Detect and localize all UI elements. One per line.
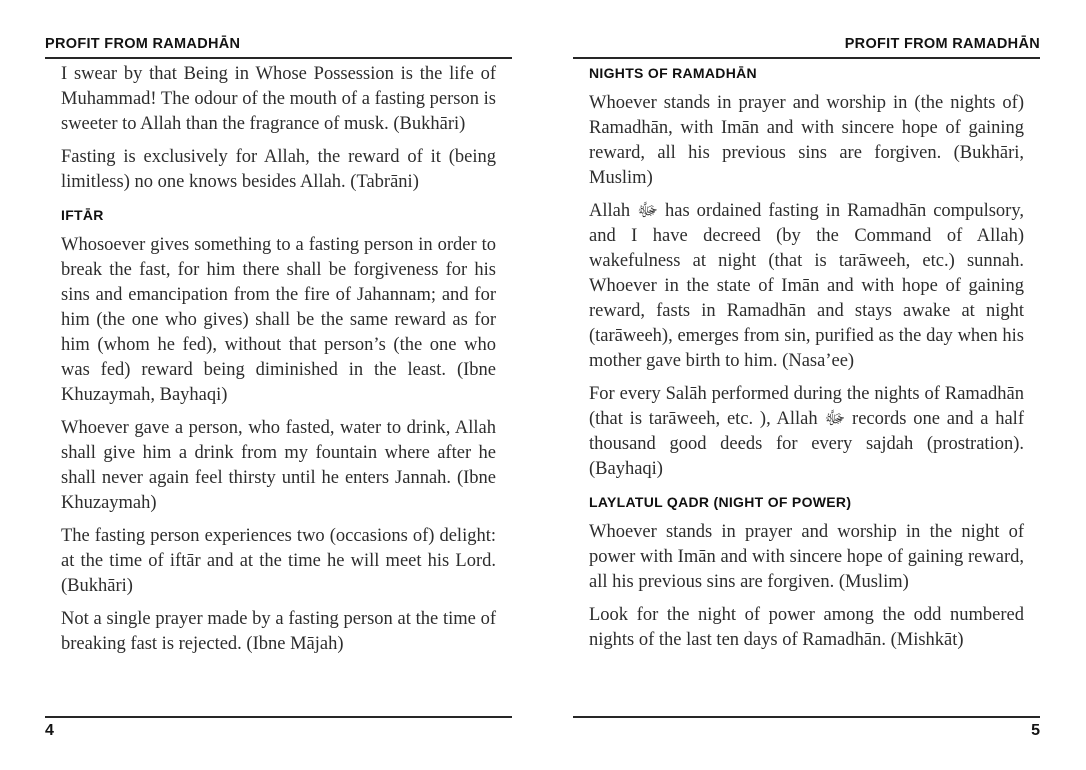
page-body-right	[589, 62, 1024, 661]
running-header-left	[45, 36, 512, 59]
page-right	[573, 0, 1040, 770]
paragraph: Fasting is exclusively for Allah, the reward of it (being limitless) no one knows besides Allah. (Tabrāni)	[61, 147, 496, 192]
paragraph: Allah ﷻ has ordained fasting in Ramadhān compulsory, and I have decreed (by the Command of Allah) wakefulness at night (that is tarāweeh, etc.) sunnah. Whoever in the state of Imān and with hope of gaining reward, fasts in Ramadhān and stays awake at night (tarāweeh), emerges from sin, purified as the day when his mother gave birth to him. (Nasa’ee)	[589, 201, 1024, 371]
page-footer-right	[573, 716, 1040, 740]
running-header-title: PROFIT FROM RAMADHĀN	[45, 36, 241, 52]
paragraph: Whosoever gives something to a fasting person in order to break the fast, for him there shall be forgiveness for his sins and emancipation from the fire of Jahannam; and for him (the one who gives) shall be the same reward as for him (whom he fed), without that person’s (the one who was fed) reward being diminished in the least. (Ibne Khuzaymah, Bayhaqi)	[61, 235, 496, 405]
page-footer-left	[45, 716, 512, 740]
paragraph: Whoever stands in prayer and worship in the night of power with Imān and with sincere hope of gaining reward, all his previous sins are forgiven. (Muslim)	[589, 522, 1024, 592]
page-number: 5	[1031, 722, 1040, 739]
paragraph: I swear by that Being in Whose Possession is the life of Muhammad! The odour of the mouth of a fasting person is sweeter to Allah than the fragrance of musk. (Bukhāri)	[61, 64, 496, 134]
paragraph: Look for the night of power among the odd numbered nights of the last ten days of Ramadhān. (Mishkāt)	[589, 605, 1024, 650]
page-body-left	[61, 62, 496, 665]
page-number: 4	[45, 722, 54, 739]
paragraph: The fasting person experiences two (occasions of) delight: at the time of iftār and at the time he will meet his Lord. (Bukhāri)	[61, 526, 496, 596]
section-heading-nights-of-ramadhan: NIGHTS OF RAMADHĀN	[589, 65, 757, 81]
paragraph: Whoever gave a person, who fasted, water to drink, Allah shall give him a drink from my fountain where after he shall never again feel thirsty until he enters Jannah. (Ibne Khuzaymah)	[61, 418, 496, 513]
paragraph: Not a single prayer made by a fasting person at the time of breaking fast is rejected. (Ibne Mājah)	[61, 609, 496, 654]
paragraph: Whoever stands in prayer and worship in (the nights of) Ramadhān, with Imān and with sincere hope of gaining reward, all his previous sins are forgiven. (Bukhāri, Muslim)	[589, 93, 1024, 188]
running-header-title: PROFIT FROM RAMADHĀN	[844, 36, 1040, 52]
running-header-right	[573, 36, 1040, 59]
section-heading-laylatul-qadr: LAYLATUL QADR (NIGHT OF POWER)	[589, 494, 852, 510]
paragraph: For every Salāh performed during the nights of Ramadhān (that is tarāweeh, etc. ), Allah ﷻ records one and a half thousand good deeds for every sajdah (prostration). (Bayhaqi)	[589, 384, 1024, 479]
page-left	[45, 0, 512, 770]
section-heading-iftar: IFTĀR	[61, 207, 104, 223]
